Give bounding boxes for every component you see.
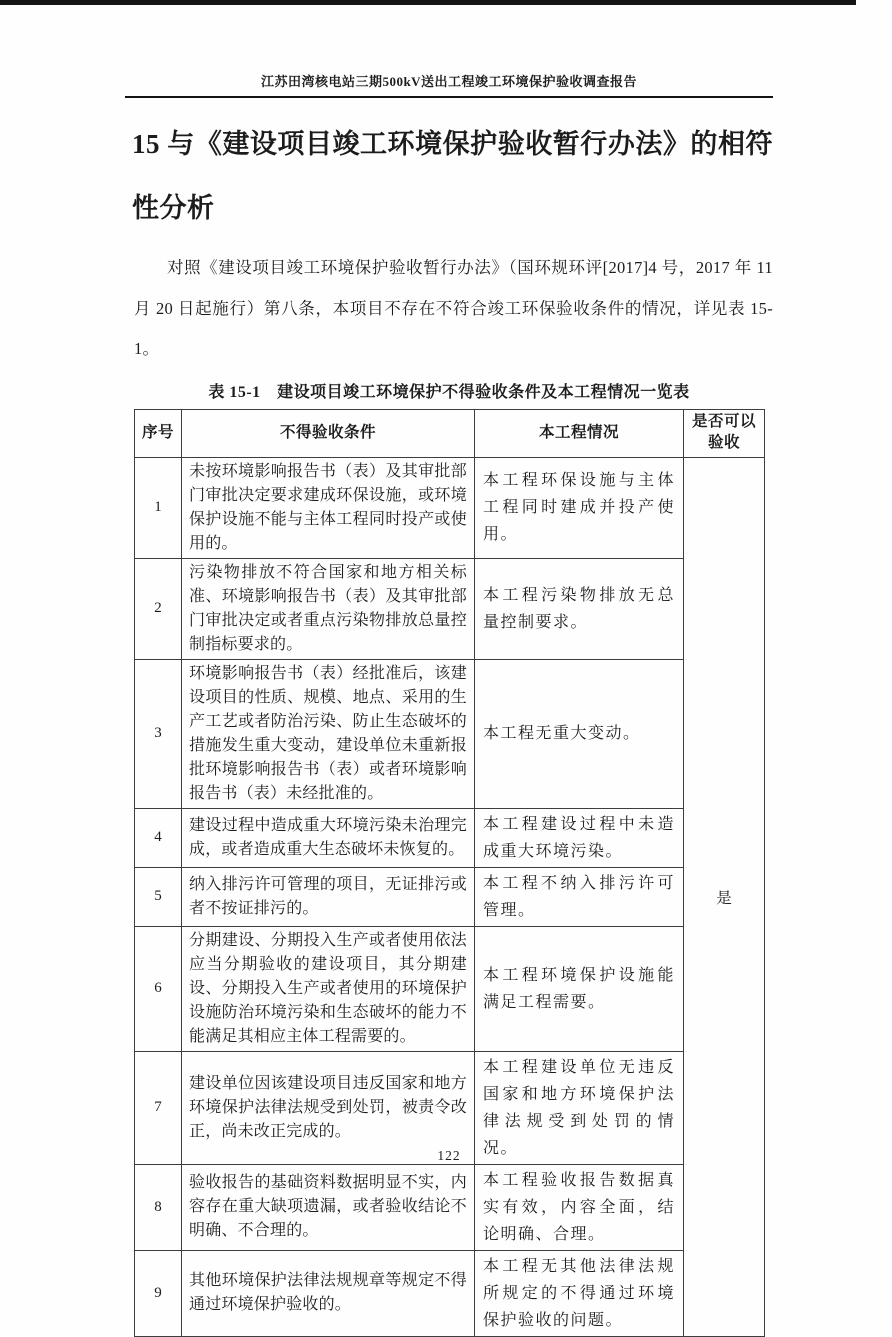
header-rule xyxy=(125,96,773,98)
table-row xyxy=(135,457,765,558)
table-row xyxy=(135,1164,765,1250)
column-header-verdict: 是否可以验收 xyxy=(684,409,765,457)
row-situation: 本工程无重大变动。 xyxy=(475,659,684,808)
compliance-table xyxy=(134,409,765,1337)
row-index: 9 xyxy=(135,1250,182,1336)
page-content xyxy=(125,0,773,1337)
row-situation: 本工程无其他法律法规所规定的不得通过环境保护验收的问题。 xyxy=(475,1250,684,1336)
row-situation: 本工程环境保护设施能满足工程需要。 xyxy=(475,926,684,1051)
row-index: 6 xyxy=(135,926,182,1051)
running-header: 江苏田湾核电站三期500kV送出工程竣工环境保护验收调查报告 xyxy=(260,74,638,89)
column-header-situation: 本工程情况 xyxy=(475,409,684,457)
row-condition: 其他环境保护法律法规规章等规定不得通过环境保护验收的。 xyxy=(182,1250,475,1336)
row-index: 8 xyxy=(135,1164,182,1250)
body-paragraph: 对照《建设项目竣工环境保护验收暂行办法》（国环规环评[2017]4 号，2017 年 11 月 20 日起施行）第八条，本项目不存在不符合竣工环保验收条件的情况，详见表 15-1。 xyxy=(134,258,773,358)
verdict-cell: 是 xyxy=(684,457,765,1336)
column-header-condition: 不得验收条件 xyxy=(182,409,475,457)
row-condition: 建设过程中造成重大环境污染未治理完成，或者造成重大生态破坏未恢复的。 xyxy=(182,808,475,867)
row-index: 7 xyxy=(135,1051,182,1164)
chapter-title: 15 与《建设项目竣工环境保护验收暂行办法》的相符性分析 xyxy=(132,129,773,223)
table-row xyxy=(135,867,765,926)
row-condition: 纳入排污许可管理的项目，无证排污或者不按证排污的。 xyxy=(182,867,475,926)
row-situation: 本工程污染物排放无总量控制要求。 xyxy=(475,558,684,659)
row-index: 2 xyxy=(135,558,182,659)
row-situation: 本工程不纳入排污许可管理。 xyxy=(475,867,684,926)
row-condition: 环境影响报告书（表）经批准后，该建设项目的性质、规模、地点、采用的生产工艺或者防治污染、防止生态破坏的措施发生重大变动，建设单位未重新报批环境影响报告书（表）或者环境影响报告书（表）未经批准的。 xyxy=(182,659,475,808)
row-condition: 验收报告的基础资料数据明显不实，内容存在重大缺项遗漏，或者验收结论不明确、不合理的。 xyxy=(182,1164,475,1250)
column-header-index: 序号 xyxy=(135,409,182,457)
row-index: 3 xyxy=(135,659,182,808)
row-situation: 本工程验收报告数据真实有效，内容全面，结论明确、合理。 xyxy=(475,1164,684,1250)
table-row xyxy=(135,558,765,659)
row-index: 1 xyxy=(135,457,182,558)
table-row xyxy=(135,659,765,808)
row-situation: 本工程环保设施与主体工程同时建成并投产使用。 xyxy=(475,457,684,558)
table-row xyxy=(135,1250,765,1336)
table-row xyxy=(135,926,765,1051)
row-condition: 分期建设、分期投入生产或者使用依法应当分期验收的建设项目，其分期建设、分期投入生产或者使用的环境保护设施防治环境污染和生态破坏的能力不能满足其相应主体工程需要的。 xyxy=(182,926,475,1051)
row-index: 4 xyxy=(135,808,182,867)
row-condition: 建设单位因该建设项目违反国家和地方环境保护法律法规受到处罚，被责令改正，尚未改正完成的。 xyxy=(182,1051,475,1164)
page-number: 122 xyxy=(437,1148,461,1163)
table-caption: 表 15-1 建设项目竣工环境保护不得验收条件及本工程情况一览表 xyxy=(208,383,690,401)
row-condition: 污染物排放不符合国家和地方相关标准、环境影响报告书（表）及其审批部门审批决定或者重点污染物排放总量控制指标要求的。 xyxy=(182,558,475,659)
row-situation: 本工程建设单位无违反国家和地方环境保护法律法规受到处罚的情况。 xyxy=(475,1051,684,1164)
table-header-row xyxy=(135,409,765,457)
row-condition: 未按环境影响报告书（表）及其审批部门审批决定要求建成环保设施，或环境保护设施不能与主体工程同时投产或使用的。 xyxy=(182,457,475,558)
table-row xyxy=(135,808,765,867)
row-situation: 本工程建设过程中未造成重大环境污染。 xyxy=(475,808,684,867)
row-index: 5 xyxy=(135,867,182,926)
